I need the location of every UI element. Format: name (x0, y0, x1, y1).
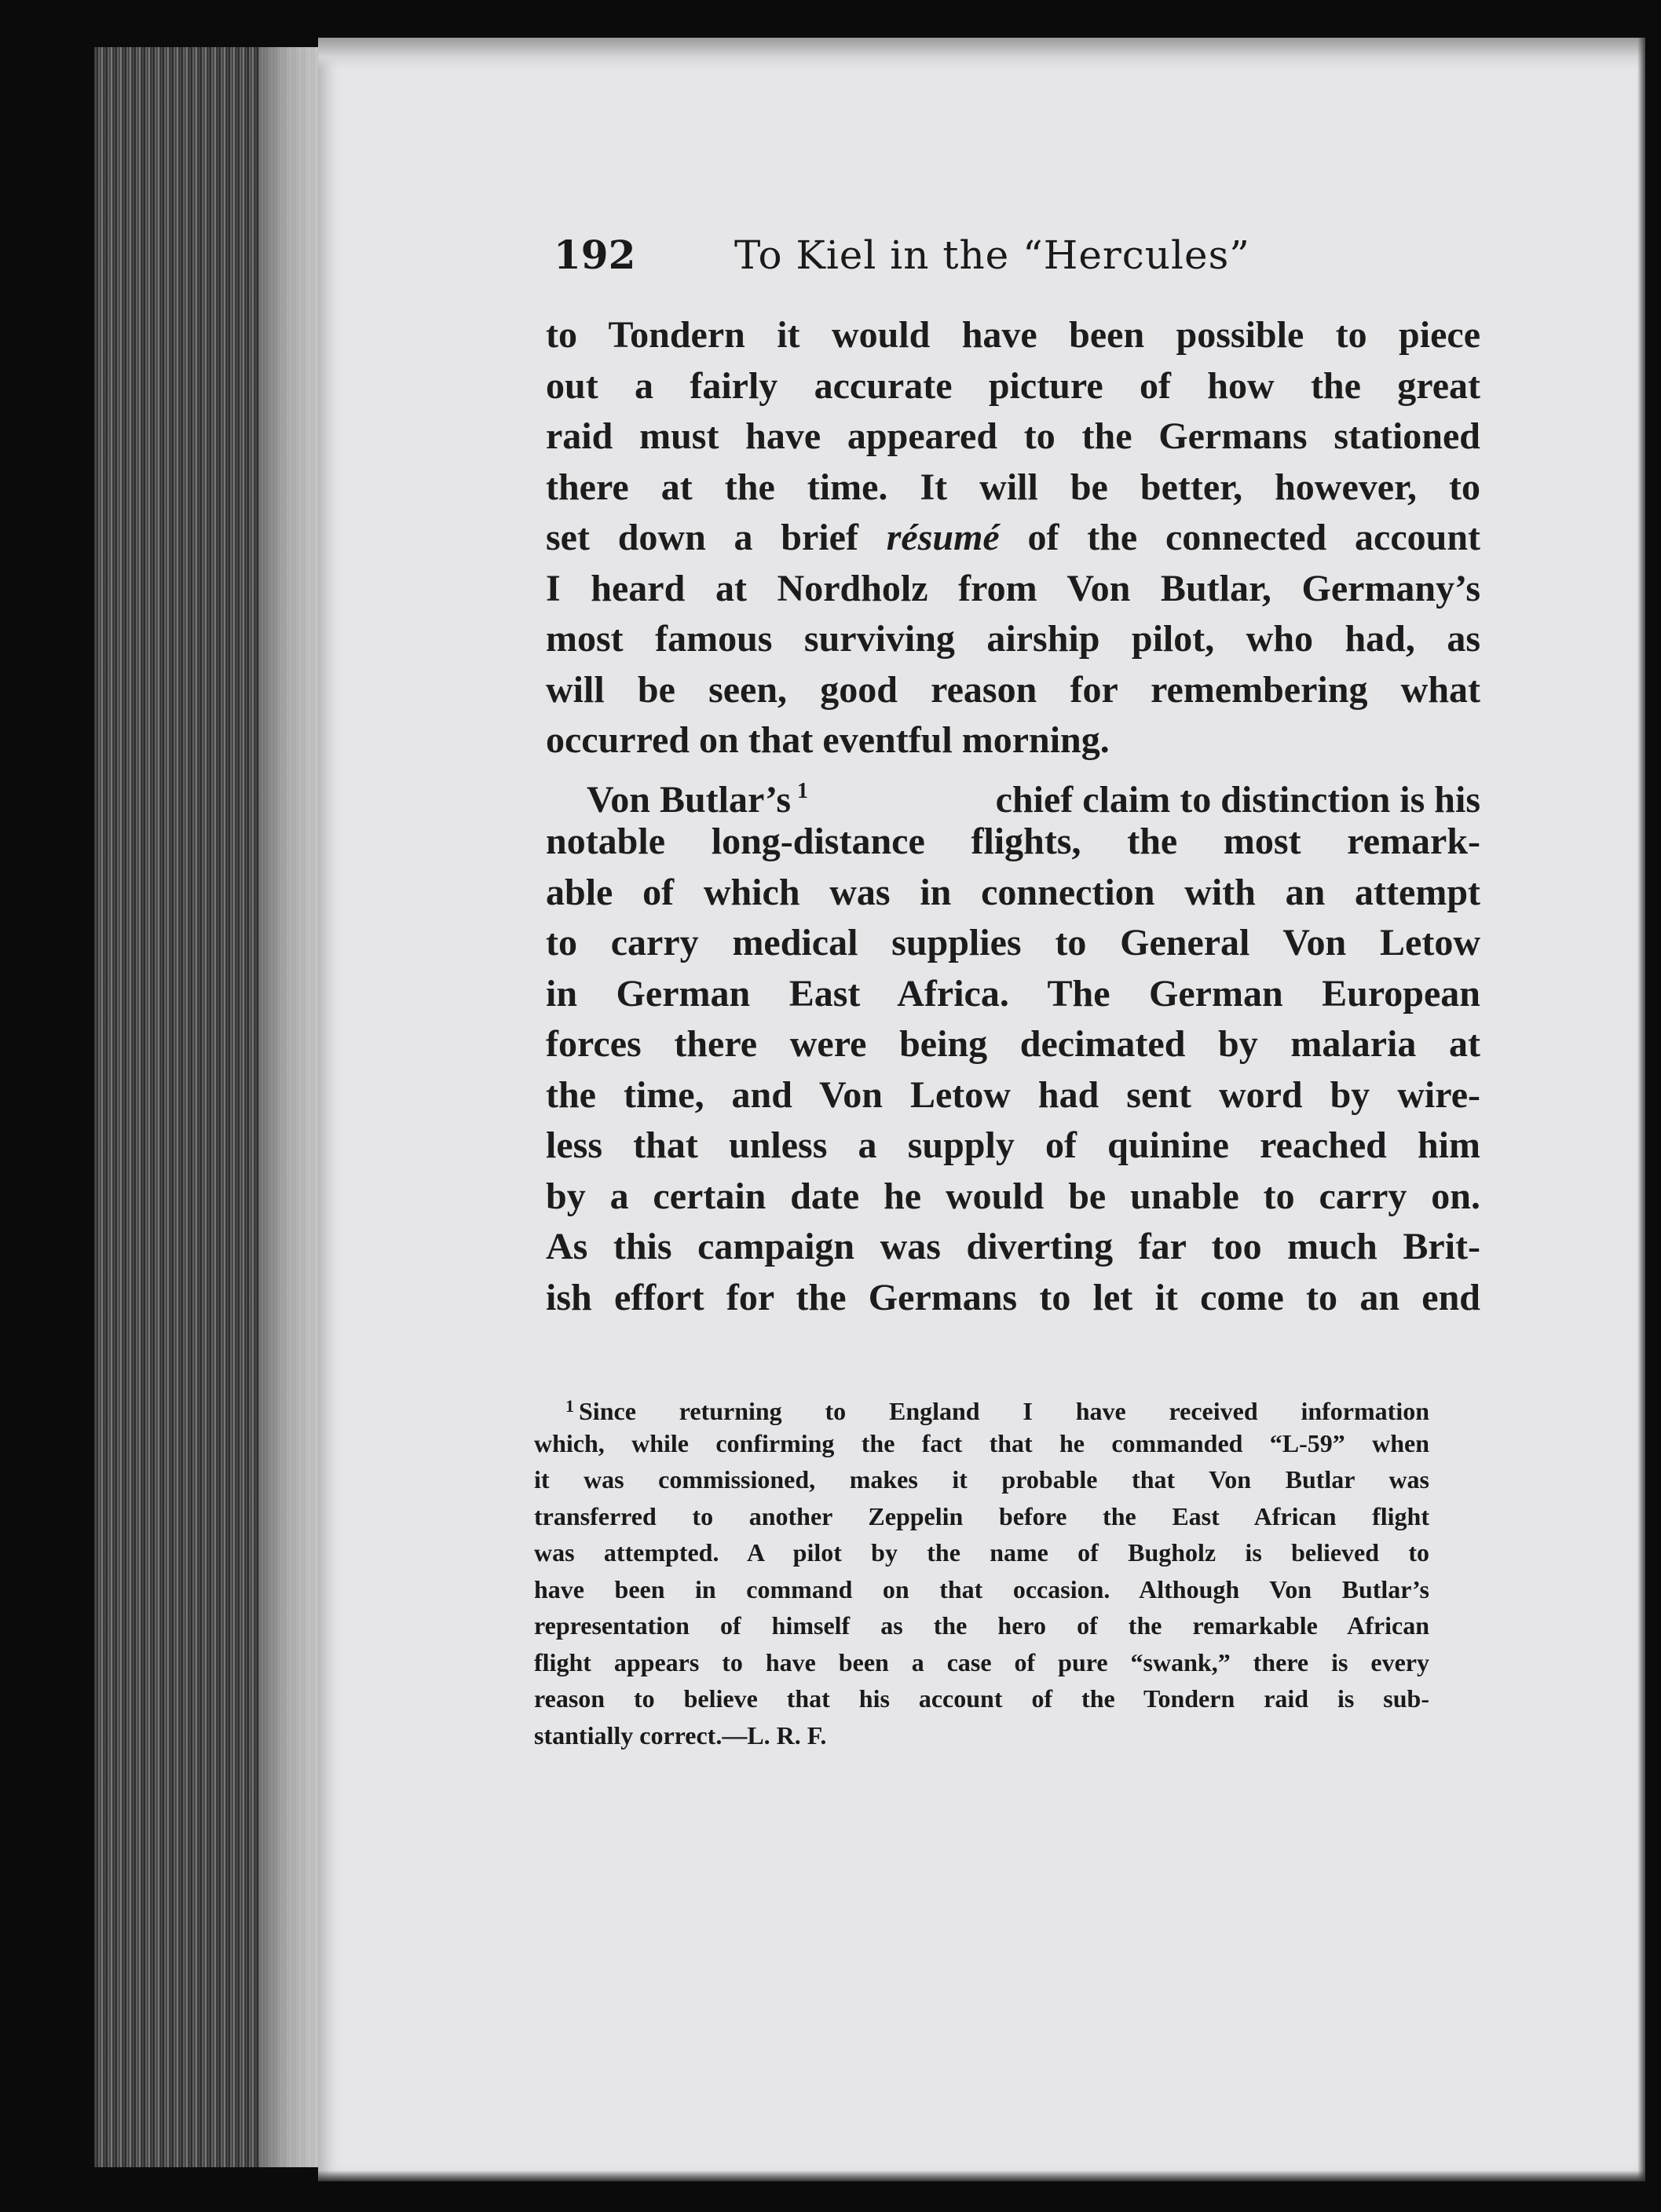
para2-after: chief claim to distinction is his (995, 778, 1480, 821)
text-line: to Tondern it would have been possible to piece (546, 314, 1480, 356)
footnote-marker: 1 (797, 778, 809, 803)
footnote-line: it was commissioned, makes it probable that Von Butlar was (534, 1465, 1429, 1494)
footnote-line (534, 1388, 1429, 1425)
para2-before-text: Von Butlar’s (587, 778, 792, 821)
resume-before: set down a brief (546, 517, 887, 558)
text-line: in German East Africa. The German European (546, 972, 1480, 1015)
running-title: To Kiel in the “Hercules” (734, 232, 1250, 278)
footnote-line: have been in command on that occasion. Although Von Butlar’s (534, 1574, 1429, 1603)
footnote (534, 1388, 1429, 1753)
resume-italic: résumé (886, 517, 1000, 558)
text-line-resume (546, 513, 1480, 564)
page-bottom-edge (318, 2170, 1645, 2181)
text-line: to carry medical supplies to General Von Letow (546, 922, 1480, 963)
footnote-line-text: Since returning to England I have received information (579, 1397, 1429, 1425)
text-line: less that unless a supply of quinine reached him (546, 1124, 1480, 1166)
text-line: notable long-distance flights, the most remark- (546, 821, 1480, 862)
footnote-line: flight appears to have been a case of pure “swank,” there is every (534, 1647, 1429, 1676)
text-line: by a certain date he would be unable to carry on. (546, 1175, 1480, 1217)
resume-after: of the connected account (999, 517, 1480, 558)
page-right-edge (1637, 38, 1645, 2181)
text-line: most famous surviving airship pilot, who had, as (546, 618, 1480, 660)
text-line: forces there were being decimated by malaria at (546, 1023, 1480, 1065)
footnote-line: transferred to another Zeppelin before the East African flight (534, 1501, 1429, 1530)
text-line: ish effort for the Germans to let it come to an end (546, 1276, 1480, 1318)
text-line: will be seen, good reason for remembering what (546, 668, 1480, 711)
footnote-line: which, while confirming the fact that he commanded “L-59” when (534, 1428, 1429, 1457)
text-line: raid must have appeared to the Germans stationed (546, 415, 1480, 457)
text-line: there at the time. It will be better, however, to (546, 466, 1480, 508)
text-line: the time, and Von Letow had sent word by wire- (546, 1073, 1480, 1116)
page-number: 192 (554, 232, 636, 278)
text-line: occurred on that eventful morning. (546, 719, 1110, 761)
text-line: out a fairly accurate picture of how the great (546, 364, 1480, 407)
text-line: able of which was in connection with an attempt (546, 871, 1480, 913)
footnote-line: representation of himself as the hero of the remarkable African (534, 1611, 1429, 1640)
paragraph-start-line (546, 766, 1480, 821)
footnote-number: 1 (565, 1396, 574, 1416)
page-top-edge (318, 38, 1645, 69)
text-line: As this campaign was diverting far too much Brit- (546, 1226, 1480, 1267)
body-text (546, 310, 1480, 1323)
text-line: I heard at Nordholz from Von Butlar, Germany’s (546, 567, 1480, 609)
footnote-line: stantially correct.—L. R. F. (534, 1720, 827, 1749)
page-header (554, 228, 1480, 283)
footnote-line: reason to believe that his account of the Tondern raid is sub- (534, 1684, 1429, 1713)
footnote-line: was attempted. A pilot by the name of Bugholz is believed to (534, 1538, 1429, 1567)
